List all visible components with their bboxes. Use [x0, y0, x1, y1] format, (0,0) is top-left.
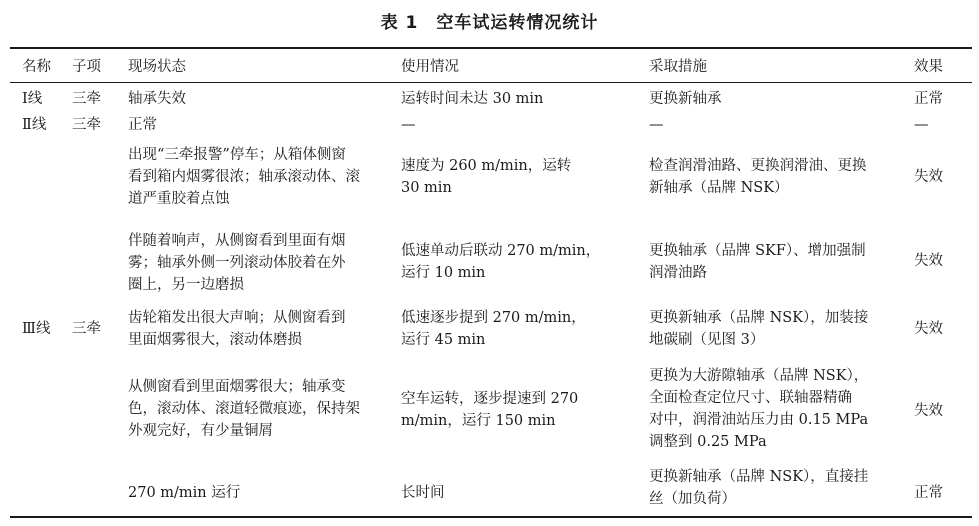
row6-measure: 更换为大游隙轴承（品牌 NSK）， 全面检查定位尺寸、联轴器精确 对中，润滑油站压力由 0.15 MPa 调整到 0.25 MPa [649, 368, 869, 450]
row7-state: 270 m/min 运行 [128, 485, 241, 501]
row1-effect: 正常 [914, 91, 943, 107]
header-effect: 效果 [914, 59, 943, 75]
header-usage: 使用情况 [401, 59, 459, 75]
row2-state: 正常 [128, 117, 157, 133]
row4-measure: 更换轴承（品牌 SKF）、增加强制 润滑油路 [649, 243, 866, 281]
table-title: 表 1 空车试运转情况统计 [380, 13, 599, 33]
row4-state: 伴随着响声，从侧窗看到里面有烟 雾；轴承外侧一列滚动体胶着在外 圈上，另一边磨损 [128, 233, 346, 293]
row7-effect: 正常 [914, 485, 943, 501]
top-rule [10, 47, 972, 49]
bottom-rule [10, 516, 972, 518]
header-state: 现场状态 [128, 59, 186, 75]
row7-measure: 更换新轴承（品牌 NSK），直接挂 丝（加负荷） [649, 469, 869, 507]
row1-state: 轴承失效 [128, 91, 186, 107]
row3-name: Ⅲ线 [22, 321, 51, 337]
row5-measure: 更换新轴承（品牌 NSK），加装接 地碳刷（见图 3） [649, 310, 869, 348]
row3-sub: 三牵 [72, 321, 101, 337]
row5-state: 齿轮箱发出很大声响；从侧窗看到 里面烟雾很大，滚动体磨损 [128, 310, 346, 348]
row6-usage: 空车运转，逐步提速到 270 m/min，运行 150 min [401, 391, 579, 429]
row2-name: Ⅱ线 [22, 117, 47, 133]
row4-usage: 低速单动后联动 270 m/min， 运行 10 min [401, 243, 601, 281]
row3-usage: 速度为 260 m/min，运转 30 min [401, 158, 572, 196]
header-sub: 子项 [72, 59, 101, 75]
row1-measure: 更换新轴承 [649, 91, 722, 107]
row3-state: 出现“三牵报警”停车；从箱体侧窗 看到箱内烟雾很浓；轴承滚动体、滚 道严重胶着点蚀 [128, 147, 360, 207]
row2-effect: — [914, 117, 929, 133]
row1-usage: 运转时间未达 30 min [401, 91, 544, 107]
row3-effect: 失效 [914, 169, 943, 185]
row1-sub: 三牵 [72, 91, 101, 107]
row4-effect: 失效 [914, 253, 943, 269]
row3-measure: 检查润滑油路、更换润滑油、更换 新轴承（品牌 NSK） [649, 158, 867, 196]
row2-usage: — [401, 117, 416, 133]
row6-state: 从侧窗看到里面烟雾很大；轴承变 色，滚动体、滚道轻微痕迹，保持架 外观完好，有少量铜屑 [128, 379, 360, 439]
row5-usage: 低速逐步提到 270 m/min， 运行 45 min [401, 310, 586, 348]
row7-usage: 长时间 [401, 485, 445, 501]
row2-sub: 三牵 [72, 117, 101, 133]
row6-effect: 失效 [914, 403, 943, 419]
header-rule [10, 82, 972, 83]
header-measure: 采取措施 [649, 59, 707, 75]
row1-name: Ⅰ线 [22, 91, 43, 107]
row2-measure: — [649, 117, 664, 133]
header-name: 名称 [22, 59, 51, 75]
row5-effect: 失效 [914, 321, 943, 337]
